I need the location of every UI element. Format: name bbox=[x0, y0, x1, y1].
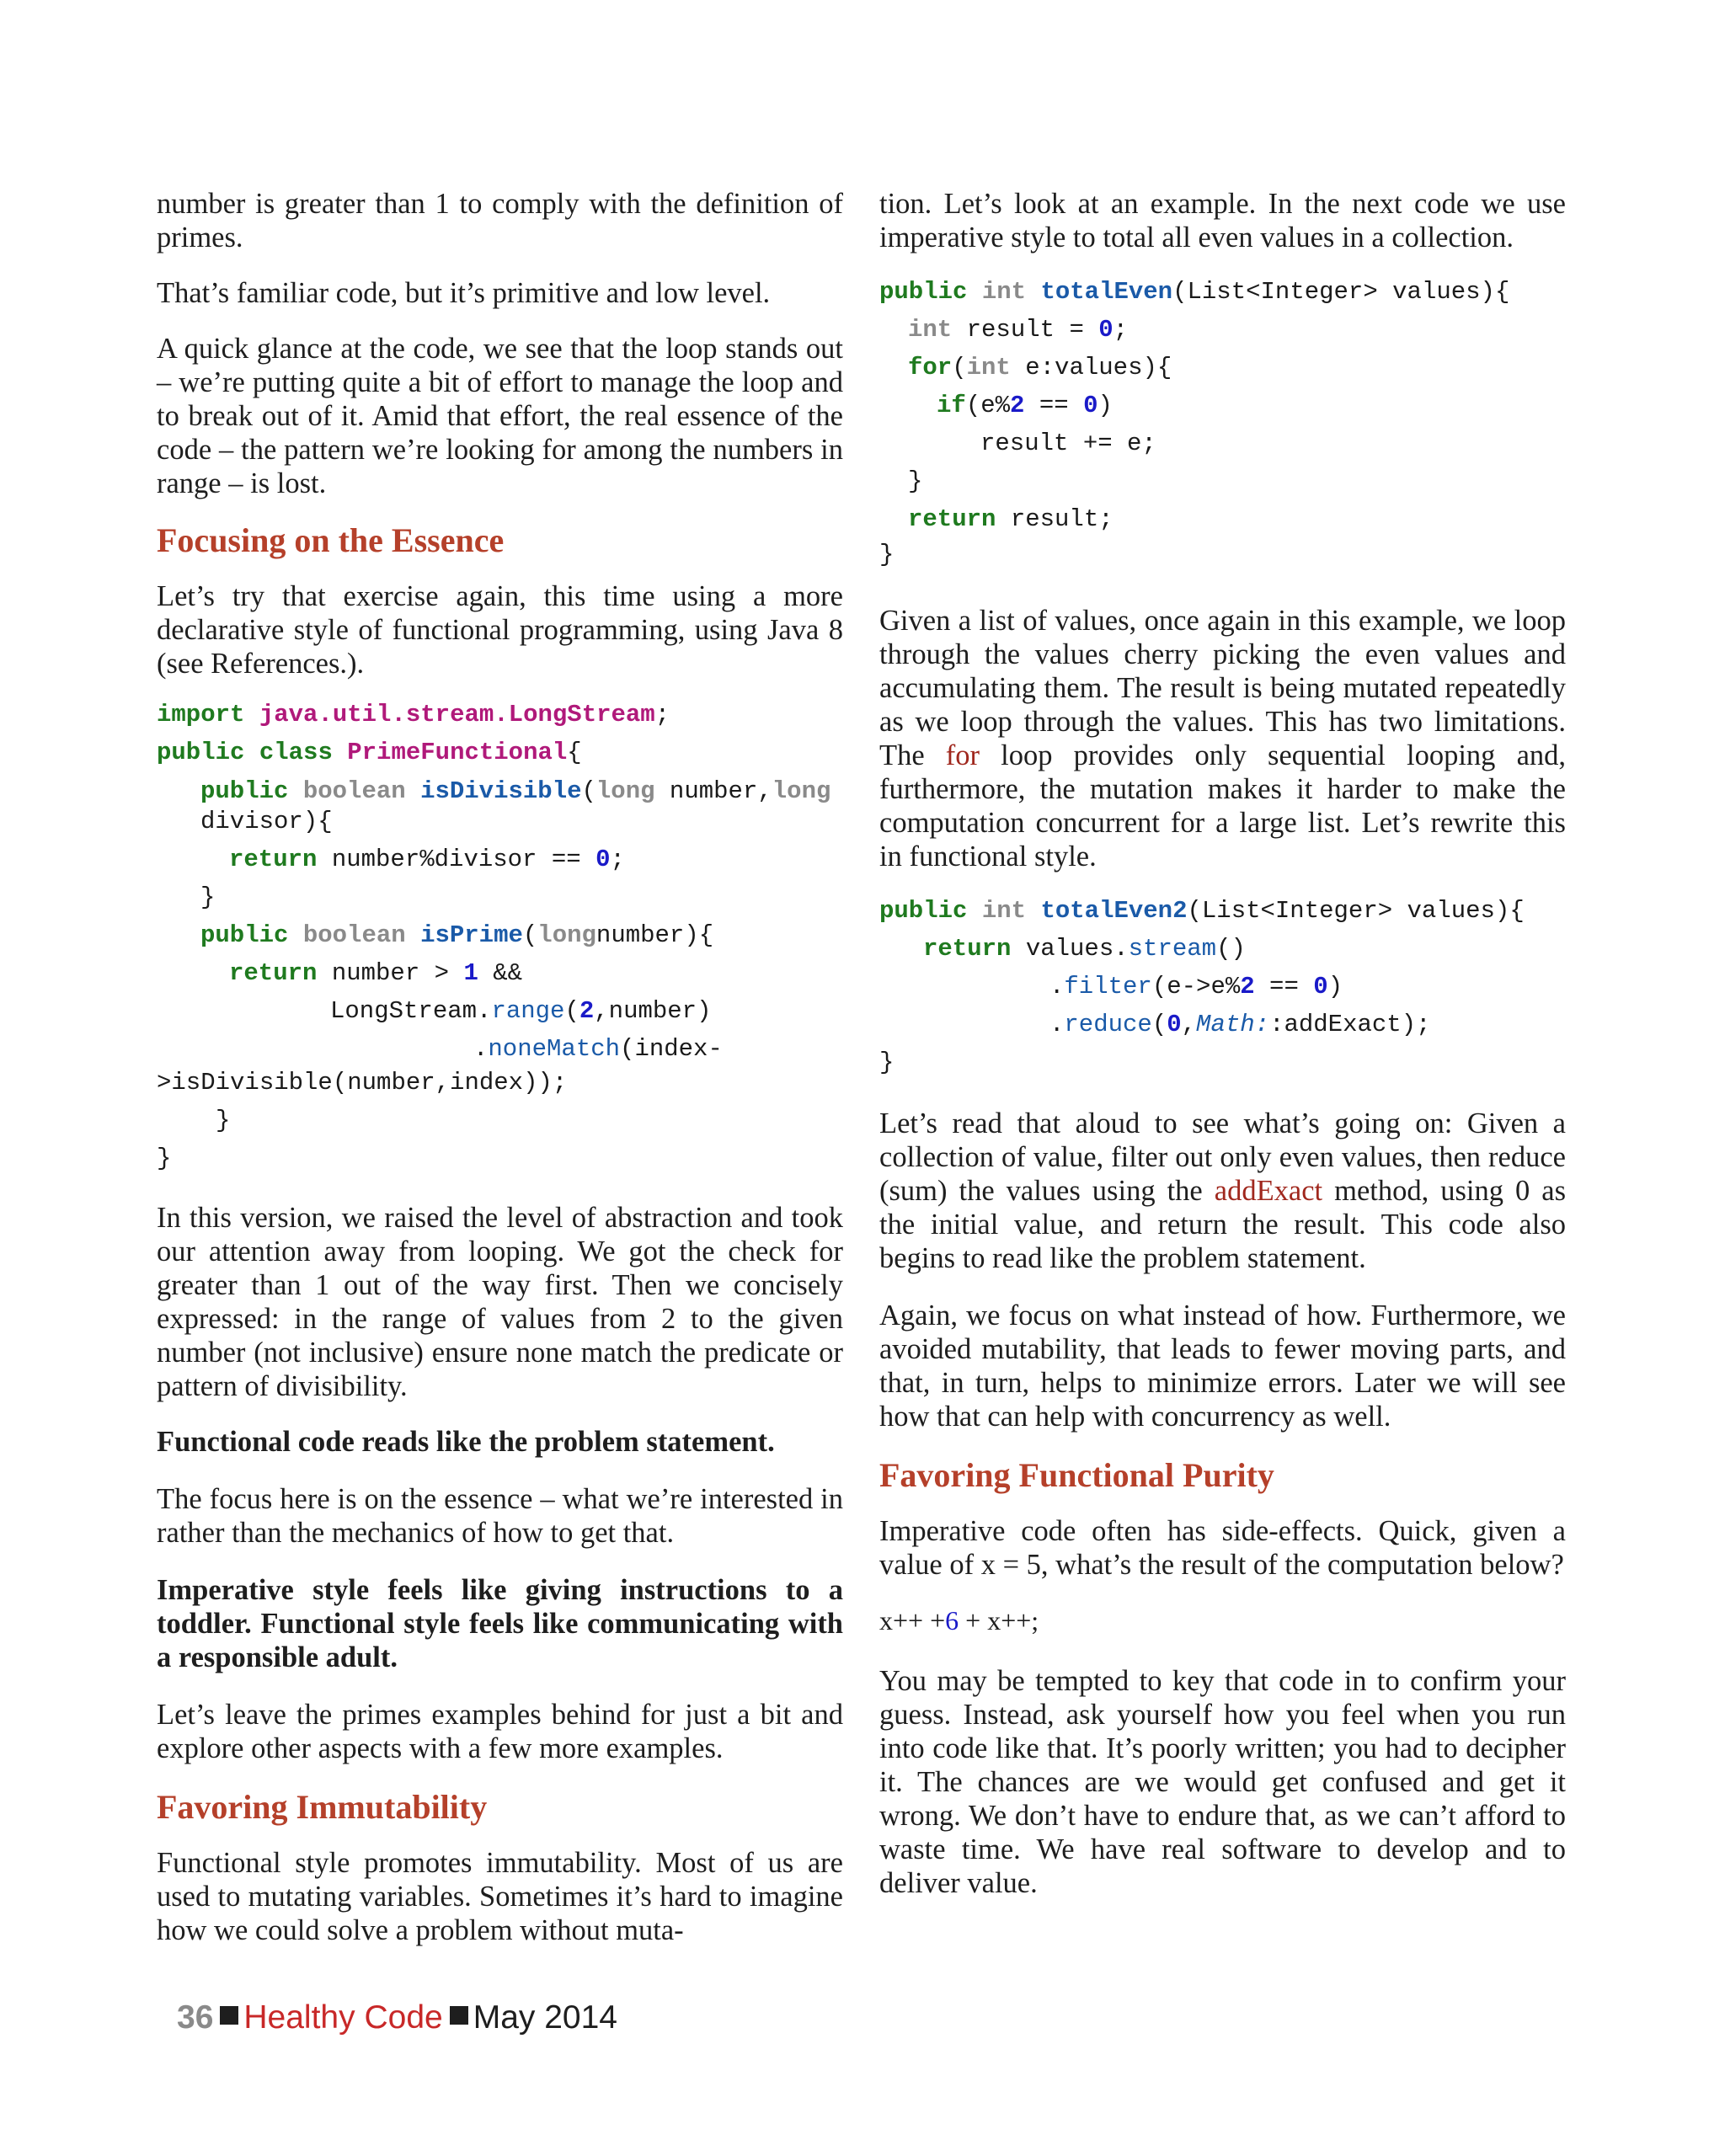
paragraph: Let’s try that exercise again, this time using a more declarative style of functional programming, using Java 8 (see References.). bbox=[157, 580, 843, 680]
square-bullet-icon bbox=[450, 2006, 468, 2025]
code-line: >isDivisible(number,index)); bbox=[157, 1069, 568, 1097]
code-block-prime-functional bbox=[157, 696, 843, 1177]
code-line: result += e; bbox=[980, 430, 1156, 457]
code-line: } bbox=[157, 1145, 172, 1172]
code-line: for(int e:values){ bbox=[908, 354, 1172, 382]
code-line: .noneMatch(index- bbox=[473, 1035, 723, 1063]
section-heading: Favoring Functional Purity bbox=[879, 1456, 1274, 1494]
code-line: LongStream.range(2,number) bbox=[330, 997, 712, 1025]
page-number: 36 bbox=[177, 1999, 214, 2036]
magazine-name: Healthy Code bbox=[243, 1999, 443, 2036]
code-line: return result; bbox=[908, 505, 1114, 533]
paragraph-bold: Imperative style feels like giving instructions to a toddler. Functional style feels like communicating with a responsible adult. bbox=[157, 1574, 843, 1673]
code-line: import java.util.stream.LongStream; bbox=[157, 701, 670, 728]
paragraph: Again, we focus on what instead of how. Furthermore, we avoided mutability, that leads to fewer moving parts, and that, in turn, helps to minimize errors. Later we will see how that can help with concurrency as well. bbox=[879, 1299, 1566, 1433]
section-heading: Focusing on the Essence bbox=[157, 521, 505, 559]
paragraph: That’s familiar code, but it’s primitive and low level. bbox=[157, 277, 771, 309]
code-line: int result = 0; bbox=[908, 316, 1129, 344]
paragraph: The focus here is on the essence – what we’re interested in rather than the mechanics of how to get that. bbox=[157, 1483, 843, 1549]
paragraph: number is greater than 1 to comply with the definition of primes. bbox=[157, 188, 843, 253]
left-column bbox=[157, 187, 843, 1947]
right-column bbox=[879, 187, 1566, 1900]
code-line: } bbox=[879, 541, 895, 568]
page-footer bbox=[177, 1998, 617, 2038]
paragraph: Functional style promotes immutability. Most of us are used to mutating variables. Sometimes it’s hard to imagine how we could solve a problem without muta- bbox=[157, 1847, 843, 1946]
issue-date: May 2014 bbox=[473, 1999, 617, 2036]
paragraph: In this version, we raised the level of abstraction and took our attention away from looping. We got the check for greater than 1 out of the way first. Then we concisely expressed: in the range of values from 2 to the given number (not inclusive) ensure none match the predicate or pattern of divisibility. bbox=[157, 1202, 843, 1402]
code-line: if(e%2 == 0) bbox=[937, 392, 1113, 419]
code-line: public boolean isDivisible(long number,long divisor){ bbox=[200, 777, 831, 835]
expression: x++ +6 + x++; bbox=[879, 1605, 1039, 1636]
square-bullet-icon bbox=[220, 2006, 238, 2025]
code-line: public int totalEven(List<Integer> values){ bbox=[879, 278, 1510, 306]
paragraph: You may be tempted to key that code in to confirm your guess. Instead, ask yourself how you feel when you run into code like that. It’s poorly written; you had to decipher it. The chances are we would get confused and get it wrong. We don’t have to endure that, as we can’t afford to waste time. We have real software to develop and to deliver value. bbox=[879, 1665, 1566, 1899]
code-line: .filter(e->e%2 == 0) bbox=[1049, 973, 1343, 1001]
code-block-total-even2 bbox=[879, 892, 1566, 1081]
code-line: return number%divisor == 0; bbox=[229, 846, 625, 873]
code-line: } bbox=[908, 467, 923, 495]
code-line: } bbox=[879, 1049, 895, 1076]
paragraph: Given a list of values, once again in this example, we loop through the values cherry picking the even values and accumulating them. The result is being mutated repeatedly as we loop through the values. This has two limitations. The for loop provides only sequential looping and, furthermore, the mutation makes it harder to make the computation concurrent for a large list. Let’s rewrite this in functional style. bbox=[879, 605, 1567, 873]
paragraph: tion. Let’s look at an example. In the next code we use imperative style to total all even values in a collection. bbox=[879, 188, 1566, 253]
paragraph: A quick glance at the code, we see that the loop stands out – we’re putting quite a bit of effort to manage the loop and to break out of it. Amid that effort, the real essence of the code – the pattern we’re looking for among the numbers in range – is lost. bbox=[157, 333, 843, 499]
code-line: public class PrimeFunctional{ bbox=[157, 739, 582, 766]
paragraph-bold: Functional code reads like the problem statement. bbox=[157, 1426, 775, 1458]
code-line: public boolean isPrime(longnumber){ bbox=[200, 921, 714, 949]
code-block-total-even bbox=[879, 273, 1566, 572]
paragraph: Let’s leave the primes examples behind for just a bit and explore other aspects with a few more examples. bbox=[157, 1699, 843, 1764]
code-line: } bbox=[216, 1107, 231, 1134]
code-line: } bbox=[200, 883, 216, 911]
code-line: .reduce(0,Math::addExact); bbox=[1049, 1011, 1431, 1038]
code-line: return number > 1 && bbox=[229, 959, 523, 987]
paragraph: Let’s read that aloud to see what’s going on: Given a collection of value, filter out only even values, then reduce (sum) the values using the addExact method, using 0 as the initial value, and return the result. This code also begins to read like the problem statement. bbox=[879, 1107, 1567, 1274]
section-heading: Favoring Immutability bbox=[157, 1788, 488, 1826]
paragraph: Imperative code often has side-effects. Quick, given a value of x = 5, what’s the result of the computation below? bbox=[879, 1515, 1566, 1581]
code-line: public int totalEven2(List<Integer> values){ bbox=[879, 897, 1525, 925]
code-line: return values.stream() bbox=[923, 935, 1246, 963]
